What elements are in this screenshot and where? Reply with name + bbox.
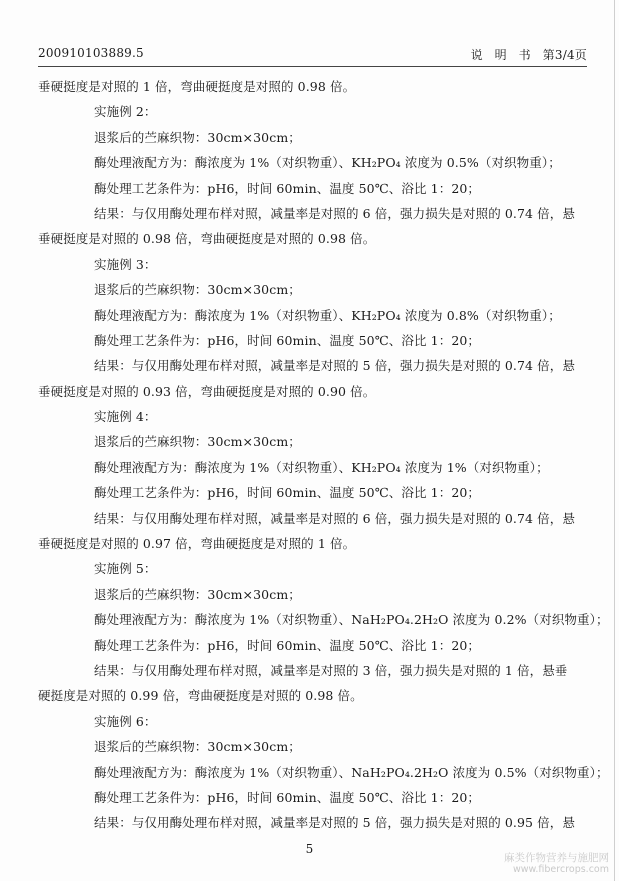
paragraph-line: 酶处理液配方为：酶浓度为 1%（对织物重）、KH₂PO₄ 浓度为 0.5%（对织物重）；	[94, 155, 561, 171]
paragraph-line: 硬挺度是对照的 0.99 倍，弯曲硬挺度是对照的 0.98 倍。	[38, 688, 363, 704]
paragraph-line: 酶处理工艺条件为：pH6，时间 60min、温度 50℃、浴比 1：20；	[94, 485, 481, 501]
paragraph-line: 垂硬挺度是对照的 1 倍，弯曲硬挺度是对照的 0.98 倍。	[38, 79, 356, 94]
paragraph-line: 酶处理液配方为：酶浓度为 1%（对织物重）、NaH₂PO₄.2H₂O 浓度为 0.5%（对织物重）；	[94, 764, 609, 780]
example-heading: 实施例 5：	[94, 561, 157, 577]
example-heading: 实施例 2：	[94, 104, 157, 120]
header-title-char: 明	[494, 48, 513, 62]
watermark-url: www.fibercrops.com	[512, 864, 609, 875]
header-title	[471, 46, 587, 63]
paragraph-line: 退浆后的苎麻织物：30cm×30cm；	[94, 129, 301, 145]
example-heading: 实施例 3：	[94, 256, 157, 272]
header-title-char: 说	[470, 48, 489, 62]
paragraph-line: 结果：与仅用酶处理布样对照，减量率是对照的 3 倍，强力损失是对照的 1 倍，悬垂	[94, 662, 568, 678]
watermark-title: 麻类作物营养与施肥网	[504, 852, 609, 864]
page-number: 5	[305, 842, 314, 856]
paragraph-line: 退浆后的苎麻织物：30cm×30cm；	[94, 434, 301, 450]
page-header	[38, 40, 587, 66]
paragraph-line: 结果：与仅用酶处理布样对照，减量率是对照的 5 倍，强力损失是对照的 0.74 倍，悬	[94, 358, 575, 374]
header-title-char: 书	[518, 48, 537, 62]
paragraph-line: 垂硬挺度是对照的 0.97 倍，弯曲硬挺度是对照的 1 倍。	[38, 536, 356, 552]
paragraph-line: 酶处理工艺条件为：pH6，时间 60min、温度 50℃、浴比 1：20；	[94, 789, 481, 805]
paragraph-line: 垂硬挺度是对照的 0.98 倍，弯曲硬挺度是对照的 0.98 倍。	[38, 231, 376, 247]
page-edge	[614, 0, 615, 881]
patent-application-number: 200910103889.5	[38, 46, 144, 60]
paragraph-line: 退浆后的苎麻织物：30cm×30cm；	[94, 282, 301, 298]
paragraph-line: 垂硬挺度是对照的 0.93 倍，弯曲硬挺度是对照的 0.90 倍。	[38, 383, 376, 399]
document-body	[38, 74, 609, 836]
header-rule	[38, 66, 587, 67]
paragraph-line: 酶处理液配方为：酶浓度为 1%（对织物重）、KH₂PO₄ 浓度为 0.8%（对织物重）；	[94, 307, 561, 323]
paragraph-line: 退浆后的苎麻织物：30cm×30cm；	[94, 586, 301, 602]
paragraph-line: 退浆后的苎麻织物：30cm×30cm；	[94, 739, 301, 755]
paragraph-line: 结果：与仅用酶处理布样对照，减量率是对照的 6 倍，强力损失是对照的 0.74 倍，悬	[94, 205, 575, 221]
example-heading: 实施例 6：	[94, 713, 157, 729]
header-page-label: 第3/4页	[542, 48, 587, 62]
example-heading: 实施例 4：	[94, 409, 157, 425]
paragraph-line: 酶处理工艺条件为：pH6，时间 60min、温度 50℃、浴比 1：20；	[94, 180, 481, 196]
paragraph-line: 酶处理液配方为：酶浓度为 1%（对织物重）、NaH₂PO₄.2H₂O 浓度为 0.2%（对织物重）；	[94, 612, 609, 628]
site-watermark	[504, 852, 609, 876]
paragraph-line: 结果：与仅用酶处理布样对照，减量率是对照的 5 倍，强力损失是对照的 0.95 倍，悬	[94, 815, 575, 831]
paragraph-line: 酶处理液配方为：酶浓度为 1%（对织物重）、KH₂PO₄ 浓度为 1%（对织物重）；	[94, 459, 549, 475]
paragraph-line: 结果：与仅用酶处理布样对照，减量率是对照的 6 倍，强力损失是对照的 0.74 倍，悬	[94, 510, 575, 526]
paragraph-line: 酶处理工艺条件为：pH6，时间 60min、温度 50℃、浴比 1：20；	[94, 332, 481, 348]
paragraph-line: 酶处理工艺条件为：pH6，时间 60min、温度 50℃、浴比 1：20；	[94, 637, 481, 653]
